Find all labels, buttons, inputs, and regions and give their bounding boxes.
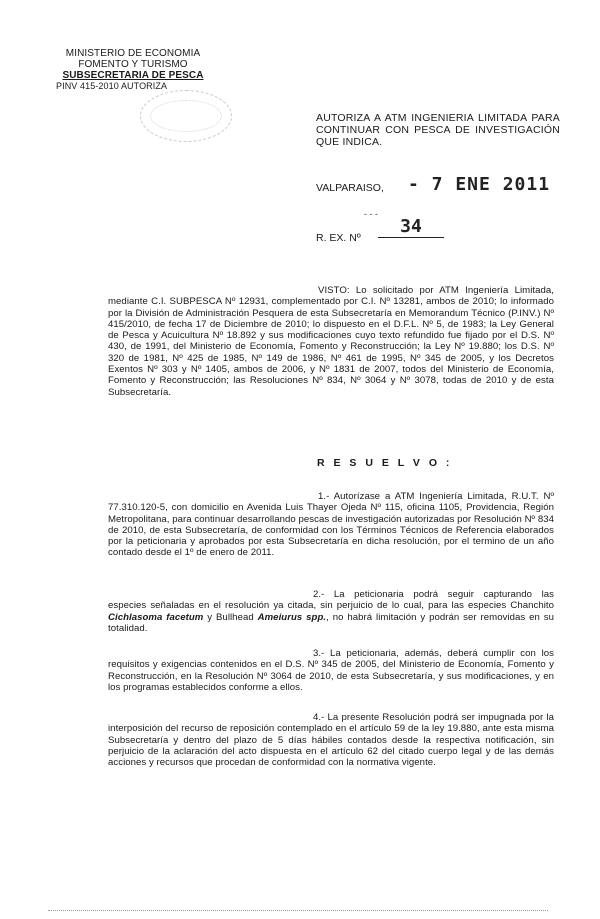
item-2-text-c: , no habrá limitación y podrán ser removidas en su totalidad. (108, 611, 555, 634)
visto-text: VISTO: Lo solicitado por ATM Ingeniería Limitada, mediante C.I. SUBPESCA Nº 12931, complementado por C.I. Nº 13281, ambos de 2010; lo informado por la División de Administración Pesquera de esta Subsecretaría en Memorandum Técnico (P.INV.) Nº 415/2010, de fecha 17 de Diciembre de 2010; lo dispuesto en el D.F.L. Nº 5, de 1983; la Ley General de Pesca y Acuicultura Nº 18.892 y sus modificaciones cuyo texto refundido fue fijado por el D.S. Nº 430, de 1991, del Ministerio de Economía, Fomento y Reconstrucción; la Ley Nº 19.880; los D.S. Nº 320 de 1981, Nº 425 de 1985, Nº 149 de 1986, Nº 461 de 1995, Nº 345 de 2005, y los Decretos Exentos Nº 303 y Nº 1405, ambos de 2006, y Nº 1831 de 2007, todos del Ministerio de Economía, Fomento y Reconstrucción; las Resoluciones Nº 834, Nº 3064 y Nº 3078, todas de 2010 y de esta Subsecretaría. (108, 285, 554, 398)
footer-divider (48, 910, 548, 912)
rex-dash: - - - (364, 209, 378, 219)
file-reference: PINV 415-2010 AUTORIZA (56, 81, 168, 91)
item-2-text-b: y Bullhead (203, 611, 258, 623)
item-1 (108, 491, 554, 559)
subsecretaria-name: SUBSECRETARIA DE PESCA (62, 70, 204, 81)
item-4 (108, 712, 554, 768)
rex-number: 34 (378, 216, 444, 238)
resuelvo-heading: R E S U E L V O : (317, 457, 453, 469)
date-stamp: - 7 ENE 2011 (408, 174, 551, 195)
ministry-name: MINISTERIO DE ECONOMIA (65, 48, 201, 59)
ministry-header (48, 48, 218, 92)
item-3-text: 3.- La peticionaria, además, deberá cumplir con los requisitos y exigencias contenidos en el D.S. Nº 345 de 2005, del Ministerio de Economía, Fomento y Reconstrucción, en la Resolución Nº 3064 de 2010, de esta Subsecretaría, y sus modificaciones, y en los programas establecidos conforme a ellos. (108, 648, 554, 693)
species-name-1: Cichlasoma facetum (108, 611, 204, 623)
item-2-text-a: 2.- La peticionaria podrá seguir capturando las especies señaladas en el resolución ya citada, sin perjuicio de lo cual, para las especies Chanchito (108, 589, 554, 612)
item-2 (108, 589, 554, 634)
official-seal-inner (150, 100, 222, 132)
rex-label: R. EX. Nº (316, 232, 361, 244)
item-4-text: 4.- La presente Resolución podrá ser impugnada por la interposición del recurso de reposición contemplado en el artículo 59 de la ley 19.880, ante esta misma Subsecretaría y dentro del plazo de 5 días hábiles contados desde la respectiva notificación, sin perjuicio de la aclaración del acto dispuesta en el artículo 62 del citado cuerpo legal y de las demás acciones y recursos que procedan de conformidad con la normativa vigente. (108, 712, 554, 769)
item-3 (108, 648, 554, 693)
species-name-2: Ameiurus spp. (257, 611, 327, 623)
visto-paragraph (108, 285, 554, 398)
resolution-title: AUTORIZA A ATM INGENIERIA LIMITADA PARA CONTINUAR CON PESCA DE INVESTIGACIÓN QUE INDICA. (316, 112, 560, 148)
place-label: VALPARAISO, (316, 182, 384, 194)
ministry-subtitle: FOMENTO Y TURISMO (78, 59, 188, 70)
item-1-text: 1.- Autorízase a ATM Ingeniería Limitada, R.U.T. Nº 77.310.120-5, con domicilio en Avenida Luis Thayer Ojeda Nº 115, oficina 1105, Providencia, Región Metropolitana, para continuar desarrollando pescas de investigación autorizadas por Resolución Nº 834 de 2010, de esta Subsecretaría, de conformidad con los Términos Técnicos de Referencia elaborados por la peticionaria y aprobados por esta Subsecretaría en dicha resolución, por el termino de un año contado desde el 1º de enero de 2011. (108, 491, 554, 559)
